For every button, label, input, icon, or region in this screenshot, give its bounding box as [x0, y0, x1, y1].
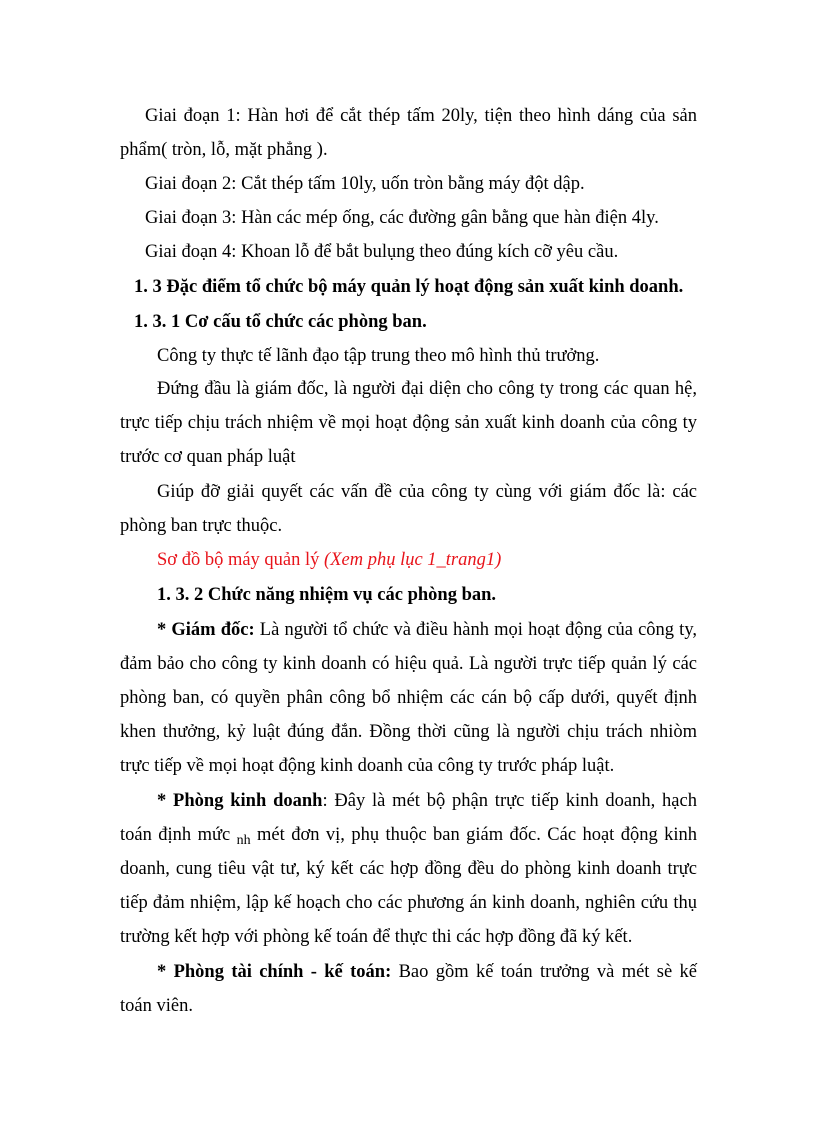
stage-2-line: Giai đoạn 2: Cắt thép tấm 10ly, uốn tròn bằng máy đột dập. [145, 174, 585, 194]
stage-4-line: Giai đoạn 4: Khoan lỗ để bắt bulụng theo đúng kích cỡ yêu cầu. [145, 242, 619, 262]
finance-label: * Phòng tài chính - kế toán: [157, 962, 392, 982]
business-line-1 [157, 789, 697, 813]
stage-3-line: Giai đoạn 3: Hàn các mép ống, các đường gân bằng que hàn điện 4ly. [145, 208, 659, 228]
heading-1-3: 1. 3 Đặc điểm tổ chức bộ máy quản lý hoạt động sản xuất kinh doanh. [134, 277, 684, 297]
finance-line-2: toán viên. [120, 996, 193, 1016]
stage-1-line-1: Giai đoạn 1: Hàn hơi để cắt thép tấm 20ly, tiện theo hình dáng của sản [145, 106, 697, 126]
business-line-4: tiếp đảm nhiệm, lập kế hoạch cho các phương án kinh doanh, nghiên cứu thụ [120, 893, 697, 913]
director-line-3: phòng ban, có quyền phân công bổ nhiệm các cán bộ cấp dưới, quyết định [120, 688, 697, 708]
paragraph-support-line-1: Giúp đỡ giải quyết các vấn đề của công ty cùng với giám đốc là: các [157, 482, 697, 502]
diagram-label: Sơ đồ bộ máy quản lý [157, 550, 320, 570]
paragraph-leadership: Công ty thực tế lãnh đạo tập trung theo mô hình thủ trưởng. [157, 346, 600, 366]
business-line-2 [120, 823, 697, 849]
business-text-part-1: toán định mức [120, 825, 231, 845]
paragraph-director-line-2: trực tiếp chịu trách nhiệm về mọi hoạt động sản xuất kinh doanh của công ty [120, 413, 697, 433]
diagram-reference [157, 548, 501, 572]
heading-1-3-2: 1. 3. 2 Chức năng nhiệm vụ các phòng ban. [157, 585, 497, 605]
business-subscript: nh [236, 833, 251, 848]
paragraph-director-line-1: Đứng đầu là giám đốc, là người đại diện cho công ty trong các quan hệ, [157, 379, 697, 399]
director-label: * Giám đốc: [157, 620, 255, 640]
director-line-5: trực tiếp về mọi hoạt động kinh doanh của công ty trước pháp luật. [120, 756, 615, 776]
stage-1-line-2: phẩm( tròn, lỗ, mặt phẳng ). [120, 140, 328, 160]
appendix-ref: (Xem phụ lục 1_trang1) [324, 550, 502, 570]
finance-text: Bao gồm kế toán trưởng và mét sè kế [391, 962, 698, 982]
business-text: : Đây là mét bộ phận trực tiếp kinh doanh, hạch [322, 791, 697, 811]
director-text: Là người tổ chức và điều hành mọi hoạt động của công ty, [254, 620, 697, 640]
director-line-1 [157, 618, 697, 642]
paragraph-support-line-2: phòng ban trực thuộc. [120, 516, 283, 536]
finance-line-1 [157, 960, 697, 984]
business-text-part-2: mét đơn vị, phụ thuộc ban giám đốc. Các hoạt động kinh [257, 825, 698, 845]
director-line-2: đảm bảo cho công ty kinh doanh có hiệu quả. Là người trực tiếp quản lý các [120, 654, 697, 674]
heading-1-3-1: 1. 3. 1 Cơ cấu tổ chức các phòng ban. [134, 312, 427, 332]
business-line-5: trường kết hợp với phòng kế toán để thực thi các hợp đồng đã ký kết. [120, 927, 633, 947]
business-line-3: doanh, cung tiêu vật tư, ký kết các hợp đồng đều do phòng kinh doanh trực [120, 859, 697, 879]
director-line-4: khen thưởng, kỷ luật đúng đắn. Đồng thời cũng là người chịu trách nhiòm [120, 722, 697, 742]
paragraph-director-line-3: trước cơ quan pháp luật [120, 447, 296, 467]
business-label: * Phòng kinh doanh [157, 791, 323, 811]
